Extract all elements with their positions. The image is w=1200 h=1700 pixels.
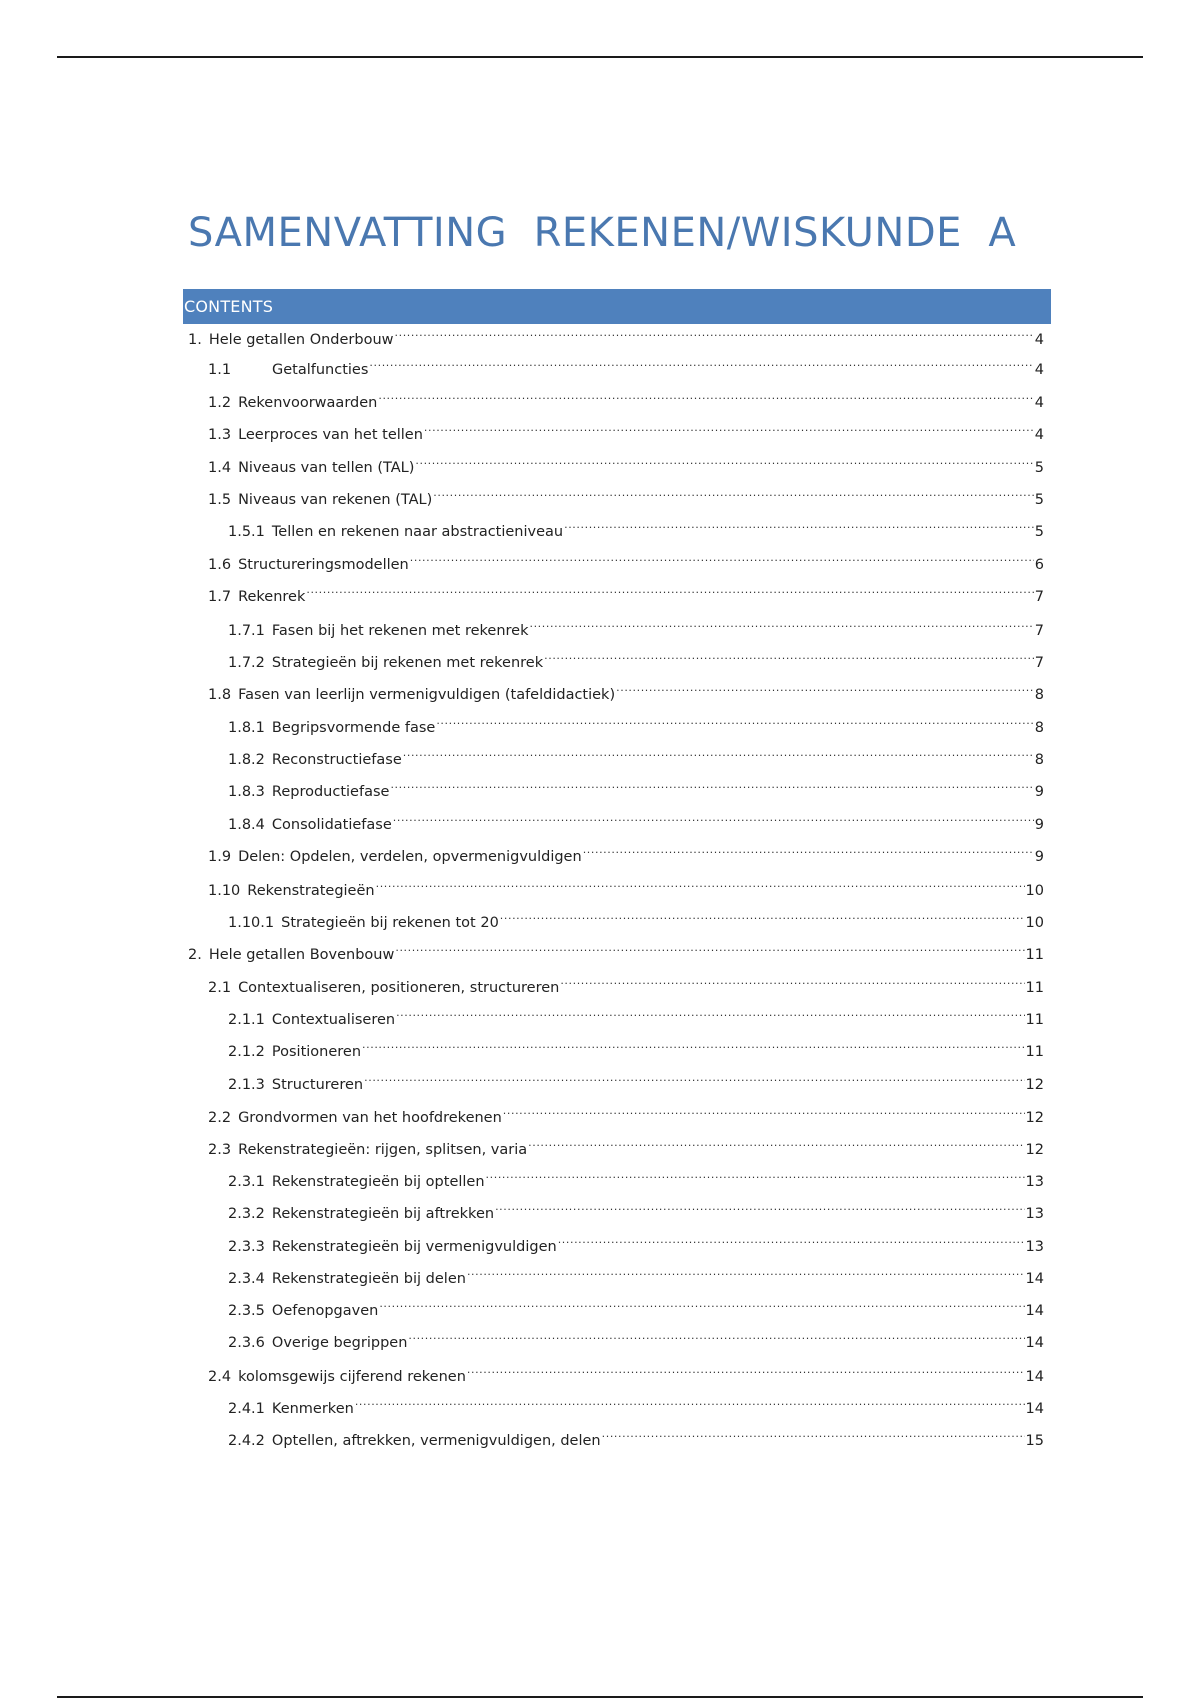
toc-entry-number: 1.7 (208, 589, 232, 605)
toc-entry-number: 1.8.4 (228, 817, 265, 833)
toc-entry-page-number: 10 (1025, 915, 1044, 931)
toc-dot-leader (376, 871, 1025, 895)
toc-dot-leader (467, 1259, 1025, 1283)
toc-dot-leader (415, 448, 1033, 472)
toc-entry[interactable] (208, 1357, 1044, 1385)
toc-entry-title: Hele getallen Onderbouw (208, 332, 394, 348)
toc-entry-page-number: 8 (1034, 687, 1044, 703)
toc-entry[interactable] (208, 837, 1044, 865)
toc-dot-leader (583, 837, 1034, 861)
toc-entry-page-number: 11 (1025, 980, 1044, 996)
toc-entry-page-number: 5 (1034, 492, 1044, 508)
toc-entry-title: Fasen van leerlijn vermenigvuldigen (tafeldidactiek) (238, 687, 616, 703)
toc-entry-title: Begripsvormende fase (271, 720, 436, 736)
toc-entry-number: 1.9 (208, 849, 232, 865)
toc-entry-number: 1.4 (208, 460, 232, 476)
document-title: SAMENVATTING REKENEN/WISKUNDE A (188, 210, 1017, 256)
toc-entry-number: 1.1 (208, 362, 232, 378)
toc-entry-page-number: 12 (1025, 1110, 1044, 1126)
toc-entry-page-number: 14 (1025, 1369, 1044, 1385)
toc-entry-page-number: 9 (1034, 849, 1044, 865)
toc-entry[interactable] (228, 1065, 1044, 1093)
toc-entry-title: Rekenstrategieën bij optellen (271, 1174, 485, 1190)
toc-dot-leader (379, 1291, 1024, 1315)
toc-entry-title: Structureringsmodellen (238, 557, 409, 573)
toc-entry-number: 2.3.3 (228, 1239, 265, 1255)
toc-dot-leader (369, 350, 1033, 374)
toc-entry-page-number: 13 (1025, 1239, 1044, 1255)
toc-entry-title: Contextualiseren, positioneren, structureren (238, 980, 560, 996)
toc-entry[interactable] (208, 448, 1044, 476)
toc-dot-leader (390, 772, 1033, 796)
toc-dot-leader (362, 1032, 1025, 1056)
toc-entry-title: Getalfuncties (272, 362, 369, 378)
toc-entry-title: Contextualiseren (271, 1012, 396, 1028)
toc-entry-page-number: 7 (1034, 589, 1044, 605)
toc-entry-number: 2.4.2 (228, 1433, 265, 1449)
header-rule (57, 56, 1143, 58)
toc-dot-leader (436, 708, 1033, 732)
toc-entry-number: 2.1.1 (228, 1012, 265, 1028)
toc-entry[interactable] (228, 643, 1044, 671)
toc-dot-leader (395, 935, 1024, 959)
toc-dot-leader (503, 1098, 1025, 1122)
toc-entry-number: 1.10.1 (228, 915, 275, 931)
toc-heading: CONTENTS (183, 289, 1051, 324)
footer-rule (57, 1696, 1143, 1698)
toc-entry[interactable] (228, 1259, 1044, 1287)
toc-entry-page-number: 8 (1034, 720, 1044, 736)
toc-entry-title: Optellen, aftrekken, vermenigvuldigen, delen (271, 1433, 601, 1449)
toc-entry[interactable] (228, 1162, 1044, 1190)
toc-entry-page-number: 14 (1025, 1271, 1044, 1287)
toc-entry[interactable] (208, 968, 1044, 996)
toc-entry-page-number: 11 (1025, 1012, 1044, 1028)
toc-entry-title: Positioneren (271, 1044, 362, 1060)
toc-entry-title: Leerproces van het tellen (238, 427, 423, 443)
toc-entry-page-number: 9 (1034, 784, 1044, 800)
toc-entry[interactable] (208, 545, 1044, 573)
toc-entry[interactable] (228, 903, 1044, 931)
toc-entry[interactable] (228, 805, 1044, 833)
toc-entry-page-number: 12 (1025, 1142, 1044, 1158)
toc-dot-leader (616, 675, 1034, 699)
toc-entry[interactable] (228, 1291, 1044, 1319)
toc-entry-number: 1.10 (208, 883, 241, 899)
toc-entry-page-number: 10 (1025, 883, 1044, 899)
toc-dot-leader (396, 1000, 1024, 1024)
toc-entry-title: Delen: Opdelen, verdelen, opvermenigvuldigen (238, 849, 582, 865)
toc-entry-number: 2.4.1 (228, 1401, 265, 1417)
toc-entry-page-number: 5 (1034, 460, 1044, 476)
toc-entry[interactable] (188, 320, 1044, 348)
toc-entry-number: 2.3.5 (228, 1303, 265, 1319)
toc-entry[interactable] (208, 350, 1044, 378)
toc-entry-title: kolomsgewijs cijferend rekenen (238, 1369, 466, 1385)
toc-entry[interactable] (228, 1194, 1044, 1222)
toc-entry-title: Reproductiefase (271, 784, 390, 800)
toc-entry-page-number: 11 (1025, 947, 1044, 963)
toc-entry[interactable] (228, 1032, 1044, 1060)
toc-entry[interactable] (228, 708, 1044, 736)
toc-entry-page-number: 14 (1025, 1303, 1044, 1319)
toc-entry-title: Grondvormen van het hoofdrekenen (238, 1110, 502, 1126)
toc-entry[interactable] (228, 1227, 1044, 1255)
toc-dot-leader (558, 1227, 1025, 1251)
toc-entry[interactable] (228, 1389, 1044, 1417)
toc-entry-title: Overige begrippen (271, 1335, 408, 1351)
toc-entry-number: 1.8 (208, 687, 232, 703)
toc-entry-number: 2.4 (208, 1369, 232, 1385)
toc-entry-number: 1.5 (208, 492, 232, 508)
toc-entry-number: 2.3 (208, 1142, 232, 1158)
toc-entry-page-number: 6 (1034, 557, 1044, 573)
toc-dot-leader (364, 1065, 1024, 1089)
toc-dot-leader (500, 903, 1025, 927)
toc-entry-title: Consolidatiefase (271, 817, 392, 833)
toc-entry-number: 2.1.3 (228, 1077, 265, 1093)
toc-entry-number: 2.3.1 (228, 1174, 265, 1190)
toc-dot-leader (378, 383, 1033, 407)
toc-entry-number: 2.2 (208, 1110, 232, 1126)
toc-entry-title: Rekenstrategieën bij delen (271, 1271, 466, 1287)
toc-entry[interactable] (208, 577, 1044, 605)
toc-entry-number: 1. (188, 332, 202, 348)
toc-entry-number: 1.7.1 (228, 623, 265, 639)
toc-dot-leader (433, 480, 1034, 504)
toc-entry-page-number: 7 (1034, 623, 1044, 639)
toc-entry-number: 2.3.2 (228, 1206, 265, 1222)
toc-entry-title: Fasen bij het rekenen met rekenrek (271, 623, 529, 639)
toc-dot-leader (560, 968, 1024, 992)
toc-entry[interactable] (228, 1421, 1044, 1449)
toc-dot-leader (393, 805, 1034, 829)
toc-entry-page-number: 4 (1034, 362, 1044, 378)
toc-entry-number: 1.8.2 (228, 752, 265, 768)
toc-entry-number: 2.3.4 (228, 1271, 265, 1287)
toc-entry[interactable] (188, 935, 1044, 963)
toc-entry-title: Rekenstrategieën (247, 883, 375, 899)
toc-entry[interactable] (208, 415, 1044, 443)
toc-entry-page-number: 11 (1025, 1044, 1044, 1060)
toc-entry-page-number: 12 (1025, 1077, 1044, 1093)
toc-entry-number: 1.5.1 (228, 524, 265, 540)
toc-entry[interactable] (228, 1000, 1044, 1028)
toc-entry-title: Rekenvoorwaarden (238, 395, 378, 411)
toc-entry-number: 2.3.6 (228, 1335, 265, 1351)
toc-entry[interactable] (208, 1098, 1044, 1126)
toc-entry-page-number: 9 (1034, 817, 1044, 833)
toc-entry-number: 1.3 (208, 427, 232, 443)
toc-entry-title: Rekenstrategieën: rijgen, splitsen, varia (238, 1142, 528, 1158)
toc-entry[interactable] (228, 772, 1044, 800)
toc-dot-leader (544, 643, 1034, 667)
toc-entry-page-number: 13 (1025, 1206, 1044, 1222)
toc-dot-leader (529, 611, 1033, 635)
toc-entry-page-number: 8 (1034, 752, 1044, 768)
toc-dot-leader (528, 1130, 1024, 1154)
toc-dot-leader (424, 415, 1034, 439)
toc-entry-number: 1.8.3 (228, 784, 265, 800)
toc-entry-title: Tellen en rekenen naar abstractieniveau (271, 524, 564, 540)
toc-dot-leader (486, 1162, 1025, 1186)
toc-entry-title: Reconstructiefase (271, 752, 402, 768)
toc-entry-number: 1.7.2 (228, 655, 265, 671)
toc-entry-title: Rekenstrategieën bij vermenigvuldigen (271, 1239, 557, 1255)
toc-entry[interactable] (208, 1130, 1044, 1158)
toc-entry[interactable] (228, 611, 1044, 639)
toc-entry-page-number: 14 (1025, 1401, 1044, 1417)
toc-entry-page-number: 15 (1025, 1433, 1044, 1449)
toc-entry-page-number: 4 (1034, 332, 1044, 348)
toc-dot-leader (306, 577, 1033, 601)
toc-entry-number: 1.2 (208, 395, 232, 411)
toc-entry-number: 2.1 (208, 980, 232, 996)
toc-entry-page-number: 7 (1034, 655, 1044, 671)
toc-dot-leader (355, 1389, 1025, 1413)
toc-dot-leader (408, 1323, 1024, 1347)
toc-entry-title: Rekenstrategieën bij aftrekken (271, 1206, 495, 1222)
toc-entry-title: Niveaus van rekenen (TAL) (238, 492, 433, 508)
toc-dot-leader (403, 740, 1034, 764)
toc-entry-title: Niveaus van tellen (TAL) (238, 460, 415, 476)
toc-entry[interactable] (228, 740, 1044, 768)
toc-entry-title: Oefenopgaven (271, 1303, 379, 1319)
toc-entry[interactable] (208, 675, 1044, 703)
toc-entry-page-number: 14 (1025, 1335, 1044, 1351)
toc-entry-title: Strategieën bij rekenen tot 20 (281, 915, 499, 931)
toc-entry-number: 1.8.1 (228, 720, 265, 736)
toc-entry-title: Rekenrek (238, 589, 306, 605)
toc-entry-page-number: 13 (1025, 1174, 1044, 1190)
toc-entry[interactable] (208, 480, 1044, 508)
toc-entry-title: Hele getallen Bovenbouw (208, 947, 395, 963)
toc-entry-page-number: 5 (1034, 524, 1044, 540)
toc-entry[interactable] (208, 383, 1044, 411)
toc-dot-leader (495, 1194, 1024, 1218)
toc-entry[interactable] (228, 512, 1044, 540)
toc-dot-leader (467, 1357, 1025, 1381)
toc-entry-number: 1.6 (208, 557, 232, 573)
toc-entry[interactable] (208, 871, 1044, 899)
toc-dot-leader (410, 545, 1034, 569)
toc-entry-page-number: 4 (1034, 427, 1044, 443)
toc-dot-leader (564, 512, 1034, 536)
toc-entry-title: Kenmerken (271, 1401, 354, 1417)
toc-entry-page-number: 4 (1034, 395, 1044, 411)
toc-entry-number: 2.1.2 (228, 1044, 265, 1060)
toc-entry[interactable] (228, 1323, 1044, 1351)
toc-entry-title: Structureren (271, 1077, 364, 1093)
toc-entry-number: 2. (188, 947, 202, 963)
toc-dot-leader (395, 320, 1034, 344)
toc-dot-leader (602, 1421, 1025, 1445)
toc-entry-title: Strategieën bij rekenen met rekenrek (271, 655, 544, 671)
